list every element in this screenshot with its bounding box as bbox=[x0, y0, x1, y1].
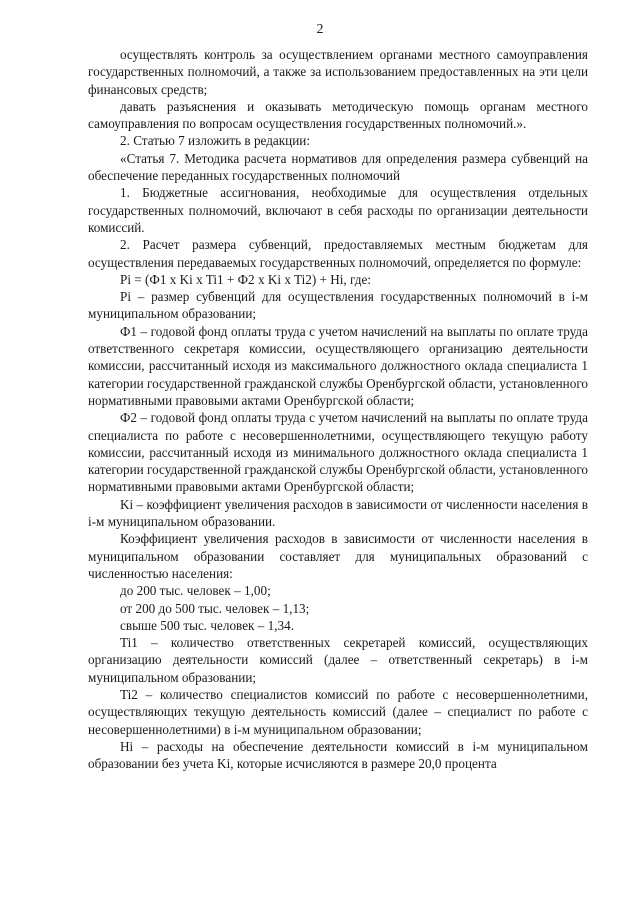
definition-ti2: Ti2 – количество специалистов комиссий по работе с несовершеннолетними, осуществляющих текущую деятельность комиссий (далее – специалист по работе с несовершеннолетними) в i-м муниципальном образовании; bbox=[88, 686, 588, 737]
definition-f2: Ф2 – годовой фонд оплаты труда с учетом начислений на выплаты по оплате труда специалиста по работе с несовершеннолетними, осуществляющего текущую работу комиссии, рассчитанный исходя из минимального должностного оклада специалиста 1 категории государственной гражданской службы Оренбургской области, установленного нормативными правовыми актами Оренбургской области; bbox=[88, 410, 588, 495]
definition-pi: Pi – размер субвенций для осуществления государственных полномочий в i-м муниципальном образовании; bbox=[88, 289, 588, 322]
document-body bbox=[88, 46, 588, 772]
paragraph-subvention-calculation: 2. Расчет размера субвенций, предоставляемых местным бюджетам для осуществления передаваемых государственных полномочий, определяется по формуле: bbox=[88, 237, 588, 270]
definition-f1: Ф1 – годовой фонд оплаты труда с учетом начислений на выплаты по оплате труда ответственного секретаря комиссии, осуществляющего организацию деятельности комиссии, рассчитанный исходя из максимального должностного оклада специалиста 1 категории государственной гражданской службы Оренбургской области, установленного нормативными правовыми актами Оренбургской области; bbox=[88, 323, 588, 408]
definition-ki: Ki – коэффициент увеличения расходов в зависимости от численности населения в i-м муниципальном образовании. bbox=[88, 496, 588, 530]
coefficient-tier-1: до 200 тыс. человек – 1,00; bbox=[120, 583, 271, 599]
formula-line: Pi = (Ф1 x Ki x Ti1 + Ф2 x Ki x Ti2) + Hi, где: bbox=[120, 271, 372, 287]
coefficient-tier-2: от 200 до 500 тыс. человек – 1,13; bbox=[120, 600, 310, 616]
definition-hi: Hi – расходы на обеспечение деятельности комиссий в i-м муниципальном образовании без учета Ki, которые исчисляются в размере 20,0 процента bbox=[88, 738, 588, 772]
paragraph-coefficient-intro: Коэффициент увеличения расходов в зависимости от численности населения в муниципальном образовании составляет для муниципальных образований с численностью населения: bbox=[88, 531, 588, 581]
paragraph-article-7-amendment: 2. Статью 7 изложить в редакции: bbox=[120, 133, 311, 149]
paragraph-budget-allocations: 1. Бюджетные ассигнования, необходимые для осуществления отдельных государственных полномочий, включают в себя расходы по организации деятельности комиссий. bbox=[88, 185, 588, 235]
paragraph-methodical-help: давать разъяснения и оказывать методическую помощь органам местного самоуправления по вопросам осуществления государственных полномочий.». bbox=[88, 98, 588, 132]
paragraph-article-7-title: «Статья 7. Методика расчета нормативов для определения размера субвенций на обеспечение переданных государственных полномочий bbox=[88, 150, 588, 184]
definition-ti1: Ti1 – количество ответственных секретарей комиссий, осуществляющих организацию деятельности комиссий (далее – ответственный секретарь) в i-м муниципальном образовании; bbox=[88, 635, 588, 685]
paragraph-control-duty: осуществлять контроль за осуществлением органами местного самоуправления государственных полномочий, а также за использованием предоставленных на эти цели финансовых средств; bbox=[88, 47, 588, 97]
coefficient-tier-3: свыше 500 тыс. человек – 1,34. bbox=[120, 617, 295, 633]
page-number: 2 bbox=[316, 22, 324, 37]
